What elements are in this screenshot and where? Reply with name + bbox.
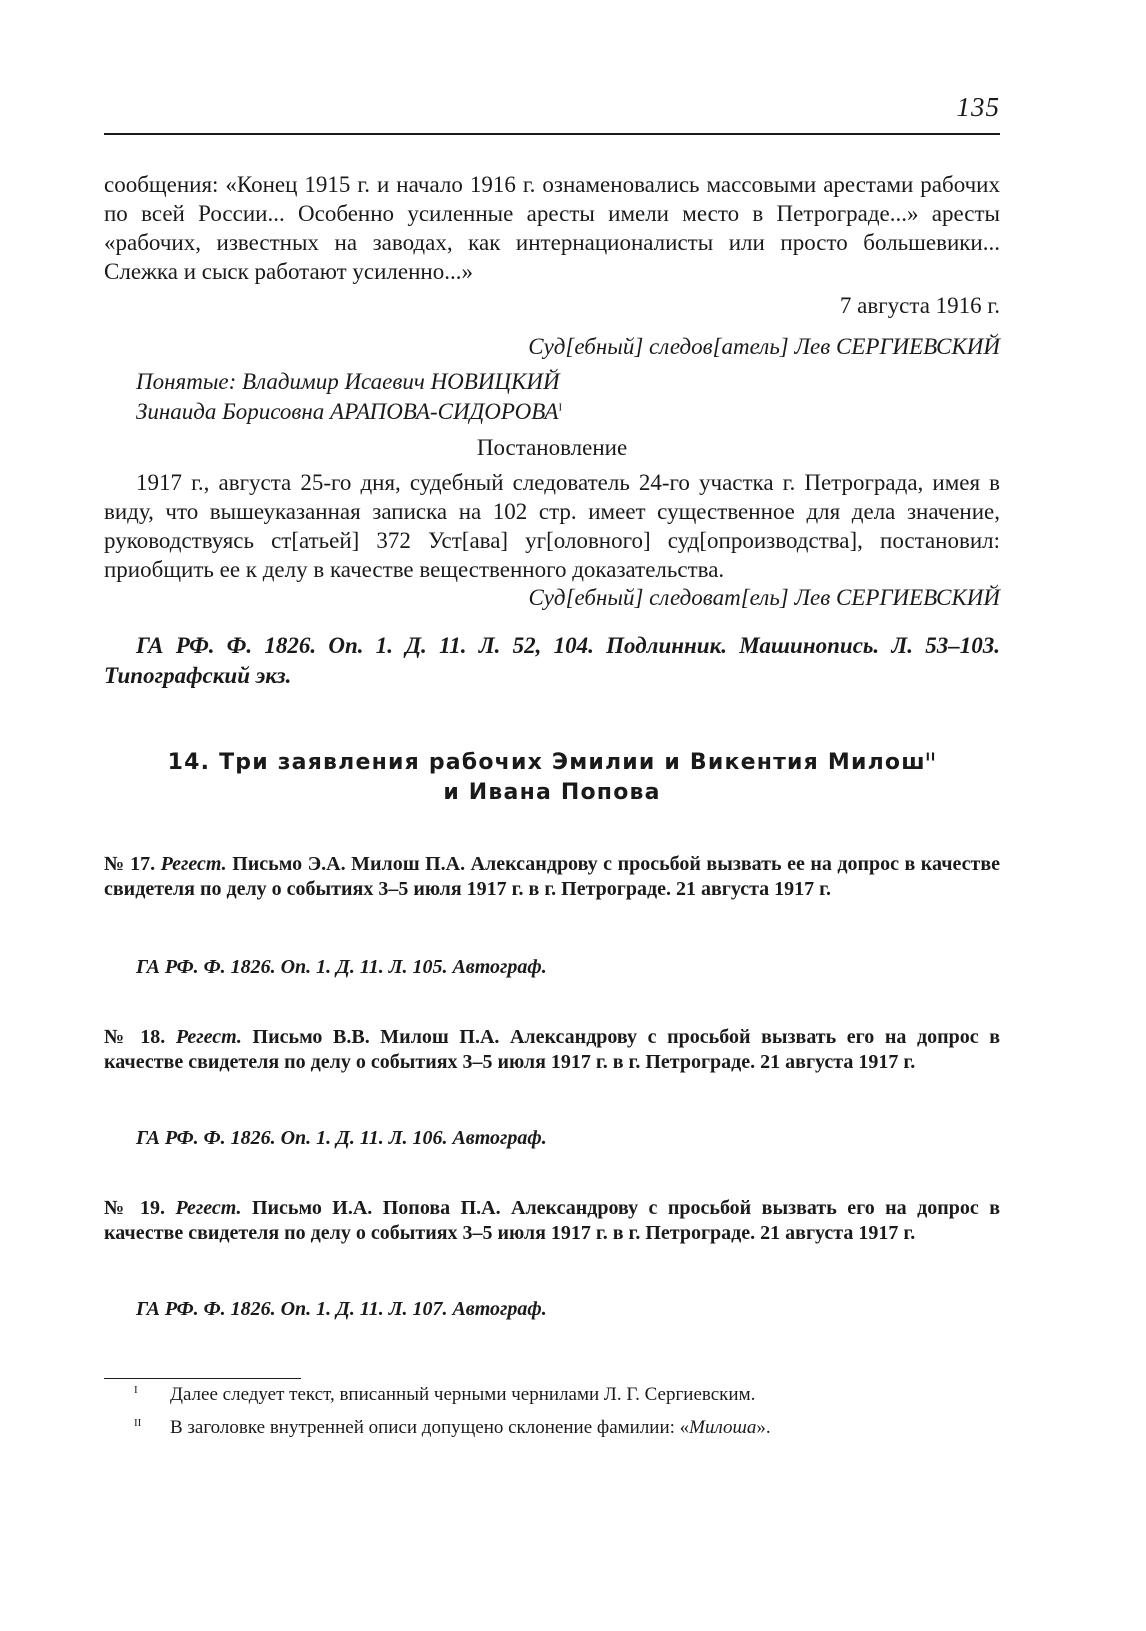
witness-name: Зинаида Борисовна АРАПОВА-СИДОРОВА [136,399,559,424]
footnote-text: В заголовке внутренней описи допущено склонение фамилии: « [170,1417,690,1438]
regest-number: № 19. [104,1197,165,1219]
section-title-line-2: и Ивана Попова [443,780,661,805]
regest-label: Регест. [175,1197,242,1219]
regest-18 [104,1025,1000,1075]
footnote-1 [134,1383,755,1407]
footnote-mark: I [134,1384,138,1396]
footnote-ref-1[interactable]: I [558,401,563,414]
footnote-italic-word: Милоша [689,1417,757,1438]
regest-number: № 18. [104,1026,166,1048]
regest-text: Письмо И.А. Попова П.А. Александрову с просьбой вызвать его на допрос в качестве свидетеля по делу о событиях 3–5 июля 1917 г. в г. Петрограде. 21 августа 1917 г. [104,1197,1001,1244]
regest-text: Письмо Э.А. Милош П.А. Александрову с просьбой вызвать ее на допрос в качестве свидетеля по делу о событиях 3–5 июля 1917 г. в г. Петрограде. 21 августа 1917 г. [104,853,1001,900]
intro-paragraph: сообщения: «Конец 1915 г. и начало 1916 г. ознаменовались массовыми арестами рабочих по всей России... Особенно усиленные аресты имели место в Петрограде...» аресты «рабочих, известных на заводах, как интернационалисты или просто большевики... Слежка и сыск работают усиленно...» [104,172,1000,284]
regest-19 [104,1196,1000,1246]
resolution-title: Постановление [476,435,628,460]
witnesses-block [136,367,562,427]
resolution-text: 1917 г., августа 25-го дня, судебный следователь 24-го участка г. Петрограда, имея в виду, что вышеуказанная записка на 102 стр. имеет существенное для дела значение, руководствуясь ст[атьей] 372 Уст[ава] уг[оловного] суд[опроизводства], постановил: приобщить ее к делу в качестве вещественного доказательства. [104,470,1000,582]
regest-19-archive: ГА РФ. Ф. 1826. Оп. 1. Д. 11. Л. 107. Автограф. [136,1298,547,1320]
witness-line-1: Понятые: Владимир Исаевич НОВИЦКИЙ [136,369,560,394]
archive-reference: ГА РФ. Ф. 1826. Оп. 1. Д. 11. Л. 52, 104. Подлинник. Машинопись. Л. 53–103. Типографский экз. [104,633,1000,688]
section-title-line-1 [104,748,1000,778]
footnote-text: Далее следует текст, вписанный черными чернилами Л. Г. Сергиевским. [170,1384,756,1405]
footnote-mark: II [134,1417,142,1429]
section-title-text: 14. Три заявления рабочих Эмилии и Викентия Милош [167,750,926,775]
regest-18-archive: ГА РФ. Ф. 1826. Оп. 1. Д. 11. Л. 106. Автограф. [136,1127,547,1149]
footnote-rule [104,1378,301,1379]
document-date: 7 августа 1916 г. [839,293,1000,318]
header-rule [104,133,1000,135]
regest-number: № 17. [104,853,156,875]
regest-label: Регест. [160,853,227,875]
investigator-signature: Суд[ебный] следов[атель] Лев СЕРГИЕВСКИЙ [528,334,1000,359]
footnote-2 [134,1416,771,1440]
regest-text: Письмо В.В. Милош П.А. Александрову с просьбой вызвать его на допрос в качестве свидетеля по делу о событиях 3–5 июля 1917 г. в г. Петрограде. 21 августа 1917 г. [104,1026,1000,1073]
witness-line-2 [136,397,562,427]
regest-17-archive: ГА РФ. Ф. 1826. Оп. 1. Д. 11. Л. 105. Автограф. [136,956,547,978]
page-number: 135 [956,92,1000,122]
footnote-text-end: ». [756,1417,771,1438]
regest-label: Регест. [175,1026,242,1048]
resolution-signature: Суд[ебный] следоват[ель] Лев СЕРГИЕВСКИЙ [528,585,1000,610]
footnote-ref-2[interactable]: II [925,750,937,764]
document-page [104,0,1000,1631]
section-title [104,748,1000,808]
regest-17 [104,852,1000,902]
